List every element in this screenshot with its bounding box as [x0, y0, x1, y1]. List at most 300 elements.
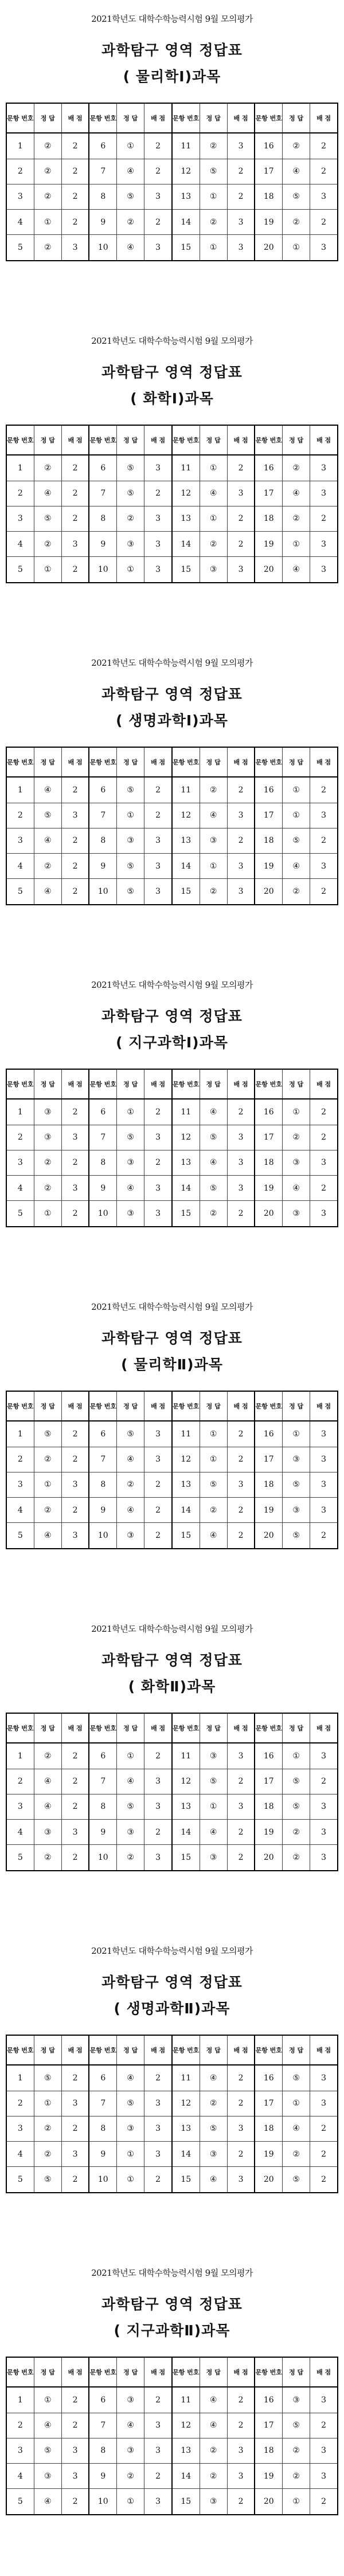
answer-cell: ②	[200, 777, 227, 803]
answer-cell: ①	[117, 1743, 144, 1769]
question-number-cell: 8	[89, 828, 116, 853]
column-header-score: 배 점	[227, 1391, 255, 1421]
question-number-cell: 10	[89, 557, 116, 583]
score-cell: 3	[310, 455, 338, 481]
score-cell: 3	[310, 532, 338, 557]
question-number-cell: 11	[172, 2387, 200, 2413]
question-number-cell: 11	[172, 2065, 200, 2091]
column-header-answer: 정 답	[200, 1069, 227, 1099]
exam-header: 2021학년도 대학수학능력시험 9월 모의평가	[91, 2268, 253, 2278]
answer-cell: ⑤	[283, 1794, 310, 1819]
question-number-cell: 15	[172, 1845, 200, 1871]
column-header-answer: 정 답	[34, 747, 61, 777]
answer-table	[6, 2357, 338, 2515]
question-number-cell: 2	[6, 2413, 34, 2438]
question-number-cell: 18	[255, 506, 282, 531]
question-number-cell: 13	[172, 2116, 200, 2141]
question-number-cell: 18	[255, 2116, 282, 2141]
question-number-cell: 16	[255, 2387, 282, 2413]
answer-cell: ④	[200, 2413, 227, 2438]
score-cell: 3	[144, 854, 172, 879]
question-number-cell: 12	[172, 1125, 200, 1150]
question-number-cell: 3	[6, 1150, 34, 1175]
question-number-cell: 8	[89, 184, 116, 209]
column-header-score: 배 점	[144, 1713, 172, 1743]
answer-key-section	[0, 1932, 344, 2185]
answer-cell: ②	[34, 2116, 61, 2141]
column-header-number: 문항 번호	[172, 1713, 200, 1743]
question-number-cell: 15	[172, 235, 200, 261]
subject-title: ( 화학Ⅱ)과목	[128, 1678, 216, 1695]
table-row	[6, 2413, 338, 2438]
question-number-cell: 6	[89, 1743, 116, 1769]
exam-header: 2021학년도 대학수학능력시험 9월 모의평가	[91, 658, 253, 668]
score-cell: 2	[144, 1523, 172, 1549]
column-header-score: 배 점	[227, 103, 255, 133]
column-header-number: 문항 번호	[89, 2035, 116, 2065]
column-header-score: 배 점	[144, 103, 172, 133]
column-header-number: 문항 번호	[255, 103, 282, 133]
question-number-cell: 1	[6, 1099, 34, 1125]
column-header-score: 배 점	[310, 425, 338, 455]
column-header-number: 문항 번호	[172, 2035, 200, 2065]
question-number-cell: 3	[6, 2116, 34, 2141]
question-number-cell: 19	[255, 854, 282, 879]
column-header-answer: 정 답	[34, 1713, 61, 1743]
score-cell: 2	[144, 803, 172, 828]
score-cell: 2	[227, 2489, 255, 2515]
answer-cell: ②	[283, 506, 310, 531]
subject-title: ( 지구과학Ⅱ)과목	[114, 2322, 230, 2339]
score-cell: 2	[227, 1820, 255, 1845]
score-cell: 2	[144, 2387, 172, 2413]
question-number-cell: 20	[255, 557, 282, 583]
answer-table	[6, 1391, 338, 1549]
question-number-cell: 14	[172, 210, 200, 235]
answer-table	[6, 747, 338, 905]
question-number-cell: 6	[89, 777, 116, 803]
score-cell: 2	[310, 159, 338, 184]
question-number-cell: 10	[89, 2489, 116, 2515]
table-row	[6, 455, 338, 481]
column-header-answer: 정 답	[200, 103, 227, 133]
column-header-score: 배 점	[227, 2035, 255, 2065]
answer-cell: ②	[117, 1472, 144, 1497]
column-header-answer: 정 답	[117, 103, 144, 133]
table-row	[6, 532, 338, 557]
score-cell: 3	[144, 1845, 172, 1871]
answer-table-header-row	[6, 103, 338, 133]
answer-cell: ⑤	[283, 2413, 310, 2438]
answer-cell: ④	[34, 777, 61, 803]
column-header-answer: 정 답	[283, 747, 310, 777]
answer-cell: ③	[283, 1201, 310, 1227]
score-cell: 2	[227, 828, 255, 853]
column-header-score: 배 점	[61, 1713, 89, 1743]
answer-cell: ⑤	[283, 2167, 310, 2193]
answer-cell: ①	[200, 506, 227, 531]
question-number-cell: 11	[172, 777, 200, 803]
answer-cell: ②	[34, 455, 61, 481]
answer-cell: ②	[34, 1743, 61, 1769]
score-cell: 2	[144, 210, 172, 235]
score-cell: 3	[144, 1201, 172, 1227]
answer-cell: ⑤	[117, 184, 144, 209]
score-cell: 2	[61, 828, 89, 853]
answer-key-section	[0, 1610, 344, 1863]
question-number-cell: 14	[172, 2142, 200, 2167]
answer-cell: ④	[34, 879, 61, 905]
score-cell: 2	[227, 1447, 255, 1472]
score-cell: 2	[61, 879, 89, 905]
answer-cell: ③	[117, 2116, 144, 2141]
score-cell: 3	[144, 455, 172, 481]
score-cell: 3	[310, 1421, 338, 1447]
question-number-cell: 13	[172, 506, 200, 531]
question-number-cell: 1	[6, 133, 34, 159]
score-cell: 3	[227, 2438, 255, 2463]
question-number-cell: 1	[6, 1743, 34, 1769]
exam-header: 2021학년도 대학수학능력시험 9월 모의평가	[91, 980, 253, 990]
answer-cell: ③	[200, 2142, 227, 2167]
answer-cell: ①	[117, 1099, 144, 1125]
score-cell: 2	[144, 2167, 172, 2193]
question-number-cell: 8	[89, 2438, 116, 2463]
column-header-answer: 정 답	[283, 2357, 310, 2387]
score-cell: 2	[310, 2167, 338, 2193]
column-header-number: 문항 번호	[6, 2035, 34, 2065]
column-header-answer: 정 답	[117, 747, 144, 777]
question-number-cell: 12	[172, 803, 200, 828]
question-number-cell: 20	[255, 1845, 282, 1871]
score-cell: 3	[227, 1150, 255, 1175]
question-number-cell: 13	[172, 1472, 200, 1497]
table-row	[6, 506, 338, 531]
score-cell: 3	[227, 557, 255, 583]
question-number-cell: 12	[172, 481, 200, 506]
answer-cell: ⑤	[283, 1523, 310, 1549]
answer-table-header-row	[6, 1713, 338, 1743]
column-header-score: 배 점	[61, 1391, 89, 1421]
score-cell: 2	[61, 2167, 89, 2193]
column-header-number: 문항 번호	[172, 2357, 200, 2387]
answer-cell: ③	[34, 1099, 61, 1125]
score-cell: 3	[61, 2438, 89, 2463]
question-number-cell: 14	[172, 2464, 200, 2489]
column-header-number: 문항 번호	[172, 1069, 200, 1099]
answer-cell: ④	[200, 1523, 227, 1549]
answer-cell: ④	[117, 1176, 144, 1201]
answer-cell: ①	[283, 1421, 310, 1447]
column-header-score: 배 점	[310, 2357, 338, 2387]
answer-cell: ②	[200, 133, 227, 159]
question-number-cell: 2	[6, 481, 34, 506]
score-cell: 2	[310, 133, 338, 159]
question-number-cell: 1	[6, 2065, 34, 2091]
question-number-cell: 13	[172, 2438, 200, 2463]
answer-cell: ⑤	[117, 2091, 144, 2116]
score-cell: 2	[227, 506, 255, 531]
score-cell: 2	[61, 1845, 89, 1871]
answer-cell: ④	[200, 2167, 227, 2193]
column-header-score: 배 점	[144, 1069, 172, 1099]
table-row	[6, 1794, 338, 1819]
column-header-score: 배 점	[61, 425, 89, 455]
question-number-cell: 10	[89, 1845, 116, 1871]
question-number-cell: 4	[6, 2142, 34, 2167]
answer-cell: ④	[283, 854, 310, 879]
score-cell: 3	[310, 184, 338, 209]
score-cell: 3	[144, 1125, 172, 1150]
question-number-cell: 12	[172, 159, 200, 184]
answer-cell: ④	[200, 2387, 227, 2413]
question-number-cell: 18	[255, 1472, 282, 1497]
score-cell: 2	[144, 1498, 172, 1523]
answer-cell: ①	[283, 2091, 310, 2116]
answer-cell: ①	[200, 1447, 227, 1472]
answer-cell: ②	[34, 159, 61, 184]
answer-cell: ③	[34, 2464, 61, 2489]
score-cell: 3	[61, 2091, 89, 2116]
question-number-cell: 9	[89, 532, 116, 557]
question-number-cell: 13	[172, 828, 200, 853]
score-cell: 3	[144, 1176, 172, 1201]
column-header-answer: 정 답	[34, 1069, 61, 1099]
score-cell: 3	[61, 2142, 89, 2167]
score-cell: 2	[227, 159, 255, 184]
score-cell: 3	[144, 506, 172, 531]
answer-cell: ①	[283, 803, 310, 828]
score-cell: 2	[144, 481, 172, 506]
answer-key-section	[0, 0, 344, 253]
column-header-score: 배 점	[310, 1391, 338, 1421]
column-header-score: 배 점	[310, 1713, 338, 1743]
table-row	[6, 777, 338, 803]
answer-cell: ④	[34, 2413, 61, 2438]
column-header-score: 배 점	[227, 425, 255, 455]
answer-cell: ①	[117, 803, 144, 828]
answer-table	[6, 103, 338, 261]
answer-cell: ①	[34, 1472, 61, 1497]
answer-table-header-row	[6, 2035, 338, 2065]
answer-cell: ⑤	[200, 1769, 227, 1794]
score-cell: 2	[61, 777, 89, 803]
question-number-cell: 4	[6, 1820, 34, 1845]
question-number-cell: 3	[6, 828, 34, 853]
question-number-cell: 9	[89, 1820, 116, 1845]
score-cell: 2	[144, 2464, 172, 2489]
score-cell: 2	[61, 854, 89, 879]
question-number-cell: 7	[89, 2413, 116, 2438]
column-header-number: 문항 번호	[6, 103, 34, 133]
answer-key-section	[0, 2254, 344, 2507]
question-number-cell: 16	[255, 455, 282, 481]
score-cell: 2	[61, 2387, 89, 2413]
answer-cell: ⑤	[34, 803, 61, 828]
answer-cell: ④	[283, 557, 310, 583]
question-number-cell: 7	[89, 803, 116, 828]
question-number-cell: 6	[89, 1099, 116, 1125]
question-number-cell: 14	[172, 854, 200, 879]
section-title: 과학탐구 영역 정답표	[101, 364, 243, 380]
score-cell: 3	[144, 1769, 172, 1794]
table-row	[6, 557, 338, 583]
answer-cell: ②	[34, 1150, 61, 1175]
question-number-cell: 2	[6, 159, 34, 184]
answer-table-header-row	[6, 1069, 338, 1099]
section-title: 과학탐구 영역 정답표	[101, 1008, 243, 1024]
question-number-cell: 20	[255, 879, 282, 905]
answer-cell: ⑤	[283, 1769, 310, 1794]
subject-title: ( 지구과학Ⅰ)과목	[116, 1034, 228, 1051]
question-number-cell: 13	[172, 184, 200, 209]
question-number-cell: 14	[172, 532, 200, 557]
answer-cell: ④	[200, 1099, 227, 1125]
column-header-number: 문항 번호	[172, 103, 200, 133]
answer-cell: ④	[283, 1176, 310, 1201]
question-number-cell: 3	[6, 1472, 34, 1497]
answer-cell: ③	[117, 1150, 144, 1175]
answer-cell: ②	[200, 1201, 227, 1227]
score-cell: 3	[144, 184, 172, 209]
answer-cell: ④	[34, 2489, 61, 2515]
table-row	[6, 2387, 338, 2413]
answer-cell: ①	[200, 184, 227, 209]
answer-cell: ①	[283, 235, 310, 261]
question-number-cell: 10	[89, 1201, 116, 1227]
score-cell: 3	[227, 803, 255, 828]
column-header-answer: 정 답	[117, 425, 144, 455]
question-number-cell: 3	[6, 1794, 34, 1819]
score-cell: 2	[227, 455, 255, 481]
question-number-cell: 1	[6, 777, 34, 803]
answer-cell: ②	[200, 879, 227, 905]
column-header-answer: 정 답	[117, 2357, 144, 2387]
score-cell: 3	[61, 1125, 89, 1150]
question-number-cell: 6	[89, 2387, 116, 2413]
column-header-answer: 정 답	[117, 1391, 144, 1421]
section-title: 과학탐구 영역 정답표	[101, 2296, 243, 2312]
table-row	[6, 2489, 338, 2515]
score-cell: 2	[61, 506, 89, 531]
section-title: 과학탐구 영역 정답표	[101, 1330, 243, 1346]
answer-key-section	[0, 966, 344, 1219]
question-number-cell: 17	[255, 2091, 282, 2116]
column-header-number: 문항 번호	[6, 1069, 34, 1099]
answer-cell: ②	[283, 1820, 310, 1845]
table-row	[6, 2065, 338, 2091]
answer-cell: ④	[117, 159, 144, 184]
score-cell: 2	[227, 2091, 255, 2116]
score-cell: 2	[144, 1472, 172, 1497]
answer-cell: ③	[117, 2438, 144, 2463]
answer-cell: ①	[283, 777, 310, 803]
question-number-cell: 3	[6, 506, 34, 531]
score-cell: 2	[144, 133, 172, 159]
answer-cell: ②	[34, 2142, 61, 2167]
answer-cell: ④	[117, 1498, 144, 1523]
score-cell: 2	[144, 777, 172, 803]
question-number-cell: 5	[6, 1845, 34, 1871]
subject-title: ( 생명과학Ⅱ)과목	[114, 2000, 230, 2017]
answer-cell: ②	[200, 2091, 227, 2116]
answer-cell: ②	[117, 2464, 144, 2489]
question-number-cell: 19	[255, 1498, 282, 1523]
score-cell: 3	[310, 2065, 338, 2091]
score-cell: 3	[310, 1447, 338, 1472]
score-cell: 3	[227, 1472, 255, 1497]
answer-cell: ①	[34, 210, 61, 235]
question-number-cell: 19	[255, 210, 282, 235]
question-number-cell: 6	[89, 455, 116, 481]
score-cell: 3	[227, 1743, 255, 1769]
column-header-answer: 정 답	[34, 103, 61, 133]
question-number-cell: 14	[172, 1820, 200, 1845]
answer-cell: ⑤	[200, 159, 227, 184]
answer-cell: ⑤	[34, 1421, 61, 1447]
score-cell: 3	[144, 2413, 172, 2438]
question-number-cell: 17	[255, 2413, 282, 2438]
score-cell: 2	[144, 2065, 172, 2091]
answer-cell: ②	[34, 1845, 61, 1871]
question-number-cell: 4	[6, 1176, 34, 1201]
question-number-cell: 16	[255, 1099, 282, 1125]
score-cell: 3	[227, 481, 255, 506]
question-number-cell: 5	[6, 2489, 34, 2515]
score-cell: 3	[310, 1845, 338, 1871]
answer-cell: ③	[117, 828, 144, 853]
answer-cell: ⑤	[117, 879, 144, 905]
answer-cell: ⑤	[200, 1176, 227, 1201]
score-cell: 2	[144, 1820, 172, 1845]
question-number-cell: 9	[89, 1176, 116, 1201]
score-cell: 3	[144, 2438, 172, 2463]
answer-cell: ④	[283, 481, 310, 506]
score-cell: 2	[61, 1447, 89, 1472]
score-cell: 3	[227, 210, 255, 235]
score-cell: 2	[61, 2065, 89, 2091]
answer-cell: ⑤	[117, 854, 144, 879]
answer-table-header-row	[6, 425, 338, 455]
answer-cell: ④	[200, 803, 227, 828]
section-title: 과학탐구 영역 정답표	[101, 1974, 243, 1990]
question-number-cell: 12	[172, 2091, 200, 2116]
answer-cell: ④	[34, 481, 61, 506]
score-cell: 3	[227, 1176, 255, 1201]
column-header-answer: 정 답	[283, 425, 310, 455]
table-row	[6, 184, 338, 209]
score-cell: 2	[310, 210, 338, 235]
question-number-cell: 7	[89, 2091, 116, 2116]
question-number-cell: 11	[172, 1421, 200, 1447]
answer-cell: ②	[34, 1176, 61, 1201]
column-header-number: 문항 번호	[255, 1391, 282, 1421]
score-cell: 2	[310, 2489, 338, 2515]
question-number-cell: 4	[6, 1498, 34, 1523]
column-header-number: 문항 번호	[255, 747, 282, 777]
column-header-number: 문항 번호	[255, 1713, 282, 1743]
column-header-score: 배 점	[61, 2035, 89, 2065]
question-number-cell: 1	[6, 2387, 34, 2413]
answer-cell: ④	[200, 1820, 227, 1845]
score-cell: 2	[227, 184, 255, 209]
table-row	[6, 133, 338, 159]
score-cell: 3	[227, 879, 255, 905]
column-header-number: 문항 번호	[89, 2357, 116, 2387]
answer-cell: ②	[200, 1498, 227, 1523]
answer-cell: ③	[283, 1498, 310, 1523]
score-cell: 3	[61, 2464, 89, 2489]
